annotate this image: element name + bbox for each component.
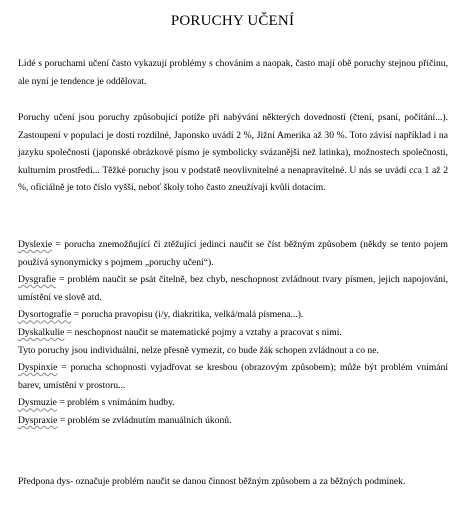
definition-text: = neschopnost naučit se matematické pojmy a vztahy a pracovat s nimi.: [64, 326, 342, 338]
term-dyspinxie: Dyspinxie: [18, 362, 58, 374]
definitions-list: [18, 236, 448, 430]
definition-text: = porucha znemožňující či ztěžující jedinci naučit se číst běžným způsobem (někdy se tento pojem používá synonymicky s pojmem „poruchy učení“).: [18, 239, 448, 268]
definition-dyspraxie: [18, 412, 448, 430]
term-dyskalkulie: Dyskalkulie: [18, 326, 65, 338]
term-dysgrafie: Dysgrafie: [18, 274, 56, 286]
learning-disorders-paragraph: Poruchy učení jsou poruchy způsobující potíže při nabývání některých dovedností (čtení, psaní, počítání...). Zastoupení v populaci je dosti rozdílné, Japonsko uvádí 2 %, Jižní Amerika až 30 %. Toto závisí například i na jazyku společnosti (japonské obrázkové písmo je symbolicky svázanější než latinka), možnostech společnosti, kulturním prostředí... Těžké poruchy jsou v podstatě neovlivnitelné a nenapravitelné. U nás se uvádí cca 1 až 2 %, oficiálně je toto číslo vyšší, neboť školy toho často zneužívají kvůli dotacím.: [18, 112, 448, 193]
individual-note: [18, 342, 448, 360]
definition-dysmuzie: [18, 394, 448, 412]
term-dyspraxie: Dyspraxie: [18, 414, 58, 426]
definition-dyskalkulie: [18, 324, 448, 342]
definition-text: = porucha schopnosti vyjadřovat se kresbou (obrazovým způsobem); může být problém vnímání barev, umístění v prostoru...: [18, 362, 448, 391]
definition-text: = problém se zvládnutím manuálních úkonů.: [57, 414, 232, 426]
definition-dyspinxie: [18, 359, 448, 394]
definition-text: = problém s vnímáním hudby.: [56, 397, 175, 409]
document-title: PORUCHY UČENÍ: [170, 13, 295, 29]
note-text: Tyto poruchy jsou individuální, nelze přesně vymezit, co bude žák schopen zvládnout a co ne.: [18, 344, 379, 356]
intro-paragraph: Lidé s poruchami učení často vykazují problémy s chováním a naopak, často mají obě poruchy stejnou příčinu, ale nyní je tendence je oddělovat.: [18, 58, 448, 87]
definition-dyslexie: [18, 236, 448, 271]
closing-paragraph: Předpona dys- označuje problém naučit se danou činnost běžným způsobem a za běžných podmínek.: [18, 476, 406, 487]
definition-dysortografie: [18, 306, 448, 324]
term-dysmuzie: Dysmuzie: [18, 397, 57, 409]
definition-text: = porucha pravopisu (i/y, diakritika, velká/malá písmena...).: [71, 309, 304, 321]
term-dyslexie: Dyslexie: [18, 239, 53, 250]
definition-dysgrafie: [18, 271, 448, 306]
term-dysortografie: Dysortografie: [18, 309, 72, 321]
definition-text: = problém naučit se psát čitelně, bez chyb, neschopnost zvládnout tvary písmen, jejich napojování, umístění ve slově atd.: [18, 274, 448, 303]
